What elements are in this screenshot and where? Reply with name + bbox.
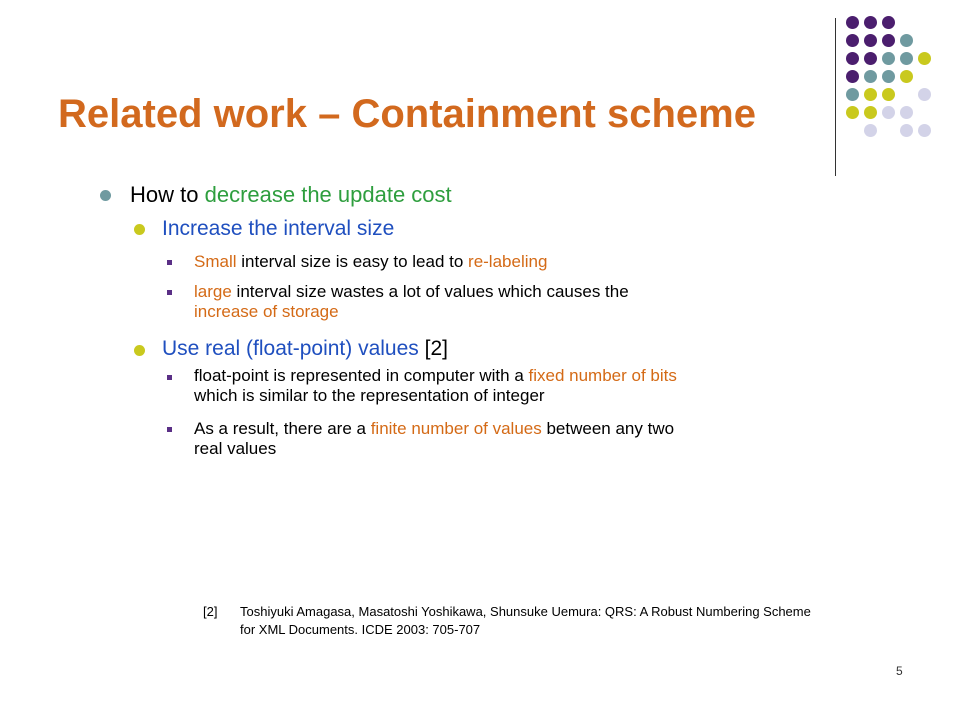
decorative-dot (900, 106, 913, 119)
decorative-dot (846, 70, 859, 83)
bullet-icon (100, 190, 111, 201)
reference-tag: [2] (203, 604, 218, 619)
bullet-update-cost: How to decrease the update cost (130, 182, 452, 207)
decorative-dot (846, 52, 859, 65)
subbullet-real-values: Use real (float-point) values [2] (162, 337, 448, 360)
decorative-dot (846, 88, 859, 101)
decorative-dot (864, 16, 877, 29)
decorative-dot (864, 52, 877, 65)
decorative-dot (918, 88, 931, 101)
decorative-dot (882, 34, 895, 47)
decorative-dot (900, 70, 913, 83)
decorative-dot (918, 52, 931, 65)
item-float-point: float-point is represented in computer with a fixed number of bits (194, 366, 677, 385)
item-finite-values-cont: real values (194, 439, 277, 458)
decorative-dot (882, 88, 895, 101)
decorative-dot (846, 106, 859, 119)
slide-title: Related work – Containment scheme (58, 92, 756, 136)
decorative-dot (882, 16, 895, 29)
decorative-dots (846, 12, 958, 157)
decorative-dot (900, 34, 913, 47)
item-float-point-cont: which is similar to the representation of integer (194, 386, 545, 405)
decorative-dot (900, 52, 913, 65)
subbullet-interval-size: Increase the interval size (162, 217, 395, 240)
decorative-dot (900, 124, 913, 137)
decorative-dot (918, 124, 931, 137)
decorative-dot (882, 70, 895, 83)
bullet-icon (134, 345, 145, 356)
decorative-dot (864, 106, 877, 119)
item-large-interval-cont: increase of storage (194, 302, 339, 321)
decorative-dot (864, 70, 877, 83)
bullet-icon (167, 260, 172, 265)
decorative-dot (864, 34, 877, 47)
decorative-dot (864, 124, 877, 137)
item-finite-values: As a result, there are a finite number of values between any two (194, 419, 675, 438)
decorative-dot (846, 34, 859, 47)
bullet-icon (167, 375, 172, 380)
bullet-icon (167, 290, 172, 295)
decorative-dot (882, 52, 895, 65)
bullet-icon (167, 427, 172, 432)
item-small-interval: Small interval size is easy to lead to re-labeling (194, 252, 548, 271)
decorative-dot (882, 106, 895, 119)
decorative-dot (846, 16, 859, 29)
decorative-dot (864, 88, 877, 101)
bullet-icon (134, 224, 145, 235)
reference-line-2: for XML Documents. ICDE 2003: 705-707 (240, 622, 481, 637)
page-number: 5 (896, 664, 903, 678)
item-large-interval: large interval size wastes a lot of values which causes the (194, 282, 629, 301)
reference-line-1: Toshiyuki Amagasa, Masatoshi Yoshikawa, Shunsuke Uemura: QRS: A Robust Numbering Scheme (240, 604, 811, 619)
